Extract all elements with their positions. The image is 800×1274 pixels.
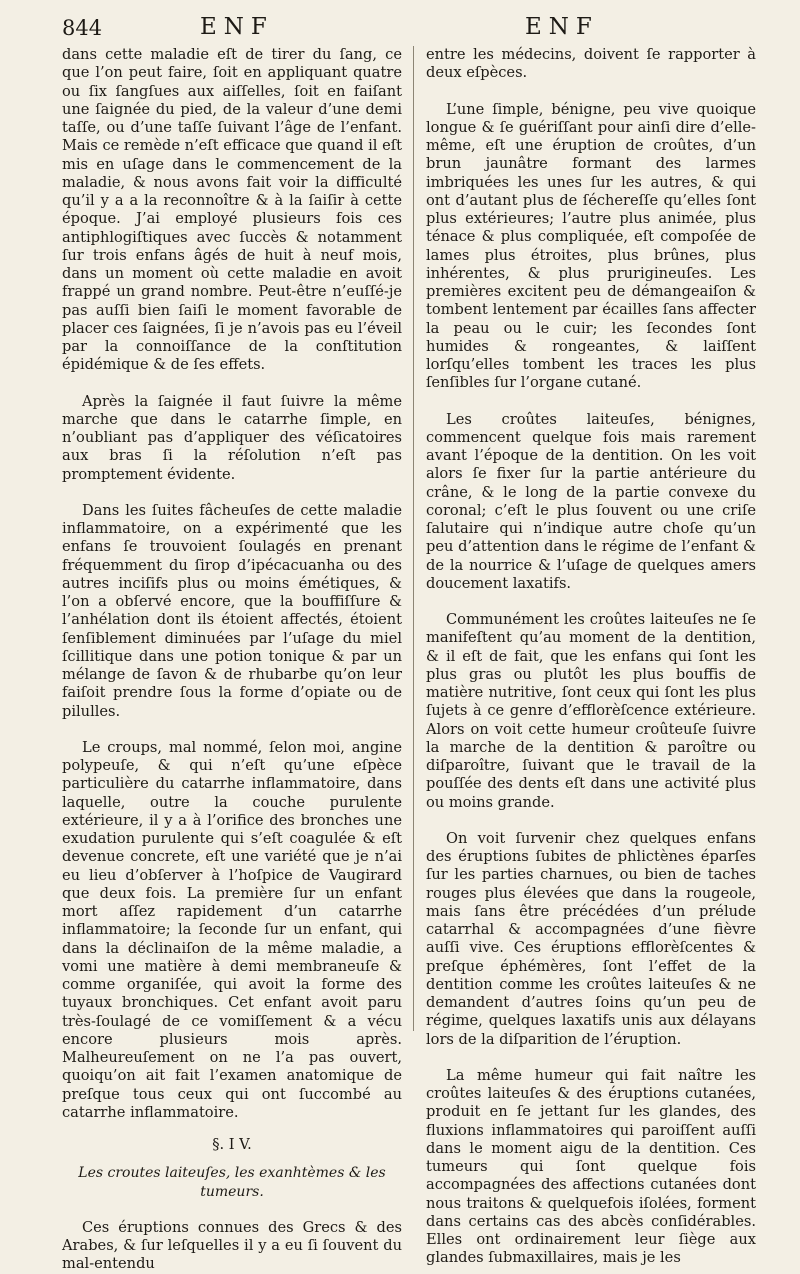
left-column — [62, 46, 402, 1274]
paragraph: entre les médecins, doivent ſe rapporter à deux eſpèces. — [426, 46, 756, 82]
paragraph: On voit ſurvenir chez quelques enfans des éruptions ſubites de phlictènes éparſes ſur les parties charnues, ou bien de taches rouges plus élevées que dans la rougeole, mais ſans être précédées d’un prélude catarrhal & accompagnées d’une fièvre auſſi vive. Ces éruptions efflorèſcentes & preſque éphémères, ſont l’effet de la dentition comme les croûtes laiteuſes & ne demandent d’autres ſoins qu’un peu de régime, quelques laxatifs unis aux délayans lors de la diſparition de l’éruption. — [426, 829, 756, 1048]
paragraph: Ces éruptions connues des Grecs & des Arabes, & ſur leſquelles il y a eu ſi ſouvent du mal-entendu — [62, 1218, 402, 1273]
paragraph: Communément les croûtes laiteuſes ne ſe manifeſtent qu’au moment de la dentition, & il eſt de fait, que les enfans qui ſont les plus gras ou plutôt les plus bouffis de matière nutritive, ſont ceux qui ſont les plus ſujets à ce genre d’efflorèſcence extérieure. Alors on voit cette humeur croûteuſe ſuivre la marche de la dentition & paroître ou diſparoître, ſuivant que le travail de la pouſſée des dents eſt dans une activité plus ou moins grande. — [426, 611, 756, 811]
page-number: 844 — [62, 16, 103, 40]
header-title-right: ENF — [525, 14, 599, 40]
right-column — [426, 46, 756, 1268]
paragraph: L’une ſimple, bénigne, peu vive quoique longue & ſe guériſſant pour ainſi dire d’elle-même, eſt une éruption de croûtes, d’un brun jaunâtre formant des larmes imbriquées les unes ſur les autres, & qui ont d’autant plus de ſéchereſſe qu’elles ſont plus extérieures; l’autre plus animée, plus ténace & plus compliquée, eſt compoſée de lames plus étroites, plus brûnes, plus inhérentes, & plus prurigineuſes. Les premières excitent peu de démangeaiſon & tombent lentement par écailles ſans affecter la peau ou le cuir; les ſecondes ſont humides & rongeantes, & laiſſent lorſqu’elles tombent les traces les plus ſenſibles ſur l’organe cutané. — [426, 100, 756, 392]
paragraph: Le croups, mal nommé, ſelon moi, angine polypeuſe, & qui n’eſt qu’une eſpèce particulière du catarrhe inflammatoire, dans laquelle, outre la couche purulente extérieure, il y a à l’orifice des bronches une exudation purulente qui s’eſt coagulée & eſt devenue concrete, eſt une variété que je n’ai eu lieu d’obſerver à l’hoſpice de Vaugirard que deux fois. La première ſur un enfant mort aſſez rapidement d’un catarrhe inflammatoire; la ſeconde ſur un enfant, qui dans la déclinaiſon de la même maladie, a vomi une matière à demi membraneuſe & comme organiſée, qui avoit la forme des tuyaux bronchiques. Cet enfant avoit paru très-ſoulagé de ce vomiſſement & a vécu encore plusieurs mois après. Malheureuſement on ne l’a pas ouvert, quoiqu’on ait fait l’examen anatomique de preſque tous ceux qui ont ſuccombé au catarrhe inflammatoire. — [62, 738, 402, 1121]
paragraph: dans cette maladie eſt de tirer du ſang, ce que l’on peut faire, ſoit en appliquant quatre ou ſix ſangſues aux aiſſelles, ſoit en faiſant une ſaignée du pied, de la valeur d’une demi taſſe, ou d’une taſſe ſuivant l’âge de l’enfant. Mais ce remède n’eſt efficace que quand il eſt mis en uſage dans le commencement de la maladie, & nous avons fait voir la difficulté qu’il y a a la reconnoître & à la ſaiſir à cette époque. J’ai employé plusieurs fois ces antiphlogiſtiques avec ſuccès & notamment ſur trois enfans âgés de huit à neuf mois, dans un moment où cette maladie en avoit frappé un grand nombre. Peut-être n’euſſé-je pas auſſi bien ſaiſi le moment favorable de placer ces ſaignées, ſi je n’avois pas eu l’éveil par la connoiſſance de la conſtitution épidémique & de ſes effets. — [62, 46, 402, 374]
paragraph: Les croûtes laiteuſes, bénignes, commencent quelque fois mais rarement avant l’époque de la dentition. On les voit alors ſe fixer ſur la partie antérieure du crâne, & le long de la partie convexe du coronal; c’eſt le plus ſouvent ou une criſe ſalutaire qui n’indique autre choſe qu’un peu d’attention dans le régime de l’enfant & de la nourrice & l’uſage de quelques amers doucement laxatifs. — [426, 410, 756, 592]
column-divider — [413, 46, 414, 1031]
section-subtitle: Les croutes laiteuſes, les exanhtèmes & les tumeurs. — [78, 1165, 386, 1200]
paragraph: Dans les ſuites fâcheuſes de cette maladie inflammatoire, on a expérimenté que les enfans ſe trouvoient ſoulagés en prenant fréquemment du ſirop d’ipécacuanha ou des autres inciſifs plus ou moins émétiques, & l’on a obſervé encore, que la bouffiſſure & l’anhélation dont ils étoient affectés, étoient ſenſiblement diminuées par l’uſage du miel ſcillitique dans une potion tonique & par un mélange de ſavon & de rhubarbe qu’on leur faiſoit prendre ſous la forme d’opiate ou de pilulles. — [62, 501, 402, 720]
paragraph: Après la ſaignée il faut ſuivre la même marche que dans le catarrhe ſimple, en n’oubliant pas d’appliquer des véſicatoires aux bras ſi la réſolution n’eſt pas promptement évidente. — [62, 392, 402, 483]
running-header — [0, 14, 800, 44]
paragraph: La même humeur qui fait naître les croûtes laiteuſes & des éruptions cutanées, produit en ſe jettant ſur les glandes, des fluxions inflammatoires qui paroiſſent auſſi dans le moment aigu de la dentition. Ces tumeurs qui ſont quelque fois accompagnées des affections cutanées dont nous traitons & quelquefois iſolées, forment dans certains cas des abcès conſidérables. Elles ont ordinairement leur ſiège aux glandes ſubmaxillaires, mais je les — [426, 1066, 756, 1267]
section-heading: §. I V. — [212, 1136, 252, 1153]
header-title-left: ENF — [200, 14, 274, 40]
